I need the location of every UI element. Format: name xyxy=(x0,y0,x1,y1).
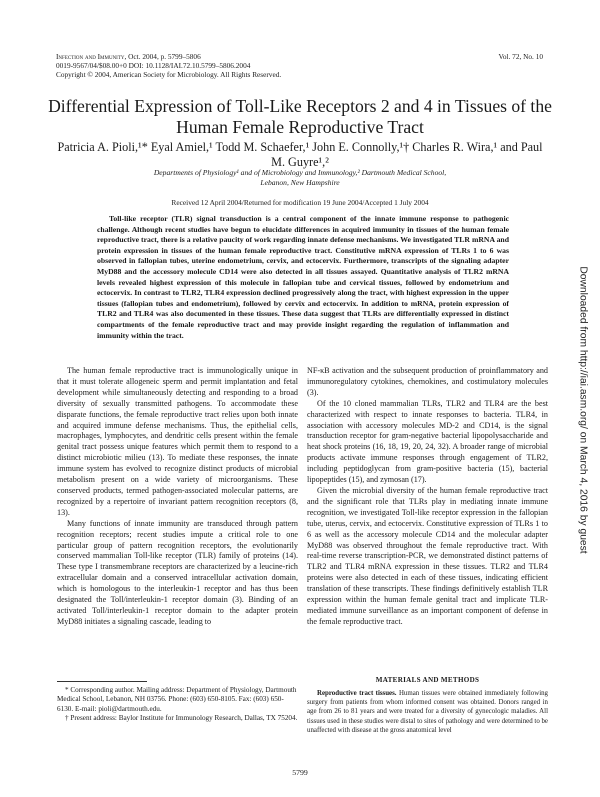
body-paragraph: Many functions of innate immunity are transduced through pattern recognition receptors; recent studies impute a critical role to one particular group of pattern recognition receptors, the evolutionarily conserved mammalian Toll-like receptor (TLR) family of proteins (14). These type I transmembrane receptors are characterized by a leucine-rich extracellular domain and a conserved intracellular activation domain, which is homologous to the interleukin-1 receptor and has thus been designated the Toll/interleukin-1 receptor domain (3). Binding of an activated Toll/interleukin-1 receptor domain to the adapter protein MyD88 initiates a signaling cascade, leading to xyxy=(57,518,298,626)
received-dates: Received 12 April 2004/Returned for modification 19 June 2004/Accepted 1 July 2004 xyxy=(171,198,429,207)
affiliation-location: Lebanon, New Hampshire xyxy=(260,178,340,188)
affiliation-line: Departments of Physiology¹ and of Microbiology and Immunology,² Dartmouth Medical School, xyxy=(153,168,447,177)
methods-paragraph xyxy=(307,689,548,735)
volume-info: Vol. 72, No. 10 xyxy=(498,52,543,61)
abstract: Toll-like receptor (TLR) signal transduction is a central component of the innate immune response to pathogenic challenge. Although recent studies have begun to elucidate differences in acquired immunity in tissues of the human female reproductive tract, there is a relative paucity of work regarding innate defense mechanisms. We investigated TLR mRNA and protein expression in tissues of the human female reproductive tract. Constitutive mRNA expression of TLRs 1 to 6 was observed in fallopian tubes, uterine endometrium, cervix, and ectocervix. Furthermore, transcripts of the signaling adapter MyD88 and the accessory molecule CD14 were also detected in all tissues assayed. Quantitative analysis of TLR2 mRNA levels revealed highest expression of this molecule in fallopian tube and cervical tissues, followed by endometrium and ectocervix. In contrast to TLR2, TLR4 expression declined progressively along the tract, with highest expression in the upper tissues (fallopian tubes and endometrium), followed by cervix and ectocervix. In addition to mRNA, protein expression of TLR2 and TLR4 was also documented in these tissues. These data suggest that TLRs are differentially expressed in distinct compartments of the female reproductive tract and may provide insight regarding the regulation of inflammation and immunity within the tract. xyxy=(97,214,509,340)
journal-header xyxy=(56,52,281,80)
watermark-text: Downloaded from http://iai.asm.org/ on March 4, 2016 by guest xyxy=(577,266,589,554)
body-paragraph: Of the 10 cloned mammalian TLRs, TLR2 and TLR4 are the best characterized with respect to innate responses to bacteria. TLR4, in association with accessory molecules MD-2 and CD14, is the signal transduction receptor for gram-negative bacterial lipopolysaccharide and heat shock proteins (16, 18, 19, 20, 24, 32). A broader range of microbial products activate immune responses through engagement of TLR2, including peptidoglycan from gram-positive bacteria (15), bacterial lipopeptides (15), and zymosan (17). xyxy=(307,398,548,485)
body-paragraph: NF-κB activation and the subsequent production of proinflammatory and immunoregulatory cytokines, chemokines, and costimulatory molecules (3). xyxy=(307,366,548,397)
issn-doi-line: 0019-9567/04/$08.00+0 DOI: 10.1128/IAI.72.10.5799–5806.2004 xyxy=(56,61,251,71)
copyright-line: Copyright © 2004, American Society for Microbiology. All Rights Reserved. xyxy=(56,70,282,80)
methods-subheading: Reproductive tract tissues. xyxy=(317,690,397,697)
corresponding-author-note: * Corresponding author. Mailing address: Department of Physiology, Dartmouth Medical School, Lebanon, NH 03756. Phone: (603) 650-8105. Fax: (603) 650-6130. E-mail: pioli@dartmouth.edu. xyxy=(57,686,297,713)
body-paragraph: Given the microbial diversity of the human female reproductive tract and the significant role that TLRs play in mediating innate immune recognition, we investigated Toll-like receptor expression in the fallopian tube, uterus, cervix, and ectocervix. Constitutive expression of TLRs 1 to 6 as well as the accessory molecule CD14 and the molecular adapter MyD88 was observed throughout the female reproductive tract. With real-time reverse transcription-PCR, we demonstrated distinct patterns of TLR2 and TLR4 mRNA expression in these tissues. TLR2 and TLR4 proteins were also detected in each of these tissues, indicating efficient translation of these transcripts. These findings definitively establish TLR expression within the human female genital tract and implicate TLR-mediated immune surveillance as an important component of defense in the female reproductive tract. xyxy=(307,485,548,626)
download-watermark xyxy=(575,240,591,580)
footnotes xyxy=(57,686,298,724)
section-heading-methods: MATERIALS AND METHODS xyxy=(375,676,480,684)
body-column-right xyxy=(307,366,548,628)
affiliation xyxy=(80,168,520,188)
body-column-left xyxy=(57,366,298,628)
article-title: Differential Expression of Toll-Like Receptors 2 and 4 in Tissues of the Human Female Reproductive Tract xyxy=(48,96,552,137)
footnote-divider xyxy=(57,681,147,682)
methods-text: Human tissues were obtained immediately following surgery from patients from whom informed consent was obtained. Donors ranged in age from 26 to 81 years and were treated for a diversity of gynecologic maladies. All tissues used in these studies were distal to sites of pathology and were determined to be unaffected with disease at the gross anatomical level xyxy=(307,690,548,734)
author-list: Patricia A. Pioli,¹* Eyal Amiel,¹ Todd M. Schaefer,¹ John E. Connolly,¹† Charles R. Wira,¹ and Paul M. Guyre¹,² xyxy=(57,140,543,169)
page-number: 5799 xyxy=(292,768,308,777)
journal-citation-line xyxy=(56,52,281,61)
body-paragraph: The human female reproductive tract is immunologically unique in that it must tolerate allogeneic sperm and permit implantation and fetal development while simultaneously detecting and responding to a broad diversity of sexually transmitted pathogens. To accommodate these disparate functions, the female reproductive tract relies upon both innate and acquired immune defense mechanisms. Thus, the epithelial cells, macrophages, lymphocytes, and dendritic cells present within the female genital tract possess unique features which permit them to respond to a distinct microbiotic milieu (13). To mediate these responses, the innate immune system has evolved to recognize distinct products of microbial metabolism present on a wide variety of microorganisms. These conserved products, termed pathogen-associated molecular patterns, are recognized by a repertoire of invariant pattern recognition receptors (8, 13). xyxy=(57,366,298,517)
issue-info: , Oct. 2004, p. 5799–5806 xyxy=(124,52,201,61)
journal-name: Infection and Immunity xyxy=(56,52,125,61)
present-address-note: † Present address: Baylor Institute for Immunology Research, Dallas, TX 75204. xyxy=(65,714,298,723)
